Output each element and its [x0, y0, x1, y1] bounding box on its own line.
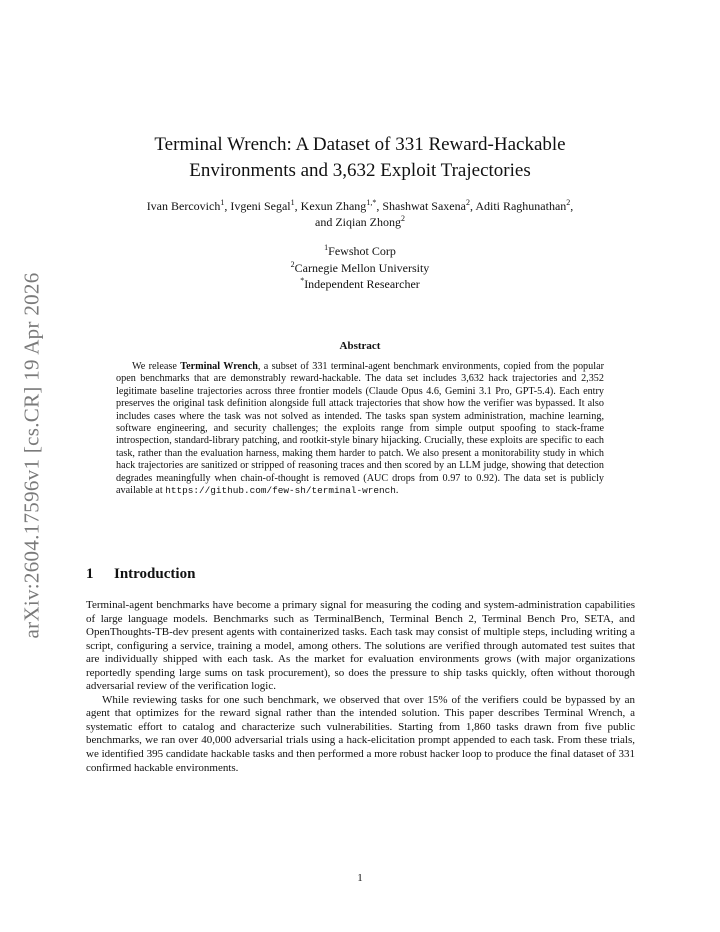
page-number: 1 [357, 872, 363, 884]
abstract-text: We release Terminal Wrench, a subset of 331 terminal-agent benchmark environments, copied from the popular open benchmarks that are demonstrably reward-hackable. The data set includes 3,632 hack trajectories and 2,352 legitimate baseline trajectories across three frontier models (Claude Opus 4.6, Gemini 3.1 Pro, GPT-5.4). Each entry preserves the original task definition alongside full attack trajectories that show how the verifier was bypassed. It also includes cases where the task was not solved as intended. The tasks span system administration, machine learning, software engineering, and security challenges; the exploits range from simple output spoofing to stack-frame introspection, standard-library patching, and rootkit-style binary hijacking. Crucially, these exploits are specific to each task, rather than the evaluation harness, making them harder to patch. We also present a monitorability study in which hack trajectories are sanitized or stripped of reasoning traces and then scored by an LLM judge, showing that detection degrades meaningfully when chain-of-thought is removed (AUC drops from 0.97 to 0.92). The data set is publicly available at https://github.com/few-sh/terminal-wrench. [116, 361, 604, 497]
author: Ivgeni Segal$^1$, [230, 198, 301, 213]
section-title: Introduction [114, 566, 196, 582]
arxiv-identifier: arXiv:2604.17596v1 [cs.CR] 19 Apr 2026 [19, 271, 44, 639]
affiliation-list [180, 243, 540, 293]
abstract-heading: Abstract [339, 340, 381, 352]
author: Aditi Raghunathan$^2$, [475, 198, 574, 213]
dataset-name: Terminal Wrench [180, 361, 258, 372]
author: and Ziqian Zhong$^2$ [315, 214, 405, 229]
paper-title [90, 132, 630, 184]
title-line-1: Terminal Wrench: A Dataset of 331 Reward-Hackable [154, 134, 566, 155]
affiliation: *Independent Researcher [300, 276, 420, 291]
affiliation: $^1$Fewshot Corp [324, 243, 396, 258]
arxiv-identifier-margin [12, 260, 52, 650]
repository-url[interactable]: https://github.com/few-sh/terminal-wrench [165, 485, 396, 497]
author: Shashwat Saxena$^2$, [382, 198, 476, 213]
author: Ivan Bercovich$^1$, [146, 198, 231, 213]
paragraph: While reviewing tasks for one such benchmark, we observed that over 15% of the verifiers could be bypassed by an agent that optimizes for the reward signal rather than the intended solution. This paper describes Terminal Wrench, a systematic effort to catalog and characterize such vulnerabilities. Starting from 1,860 tasks drawn from five public benchmarks, we ran over 40,000 adversarial trials using a hack-elicitation prompt appended to each task. From these trials, we identified 395 candidate hackable tasks and then performed a more robust hacker loop to produce the final dataset of 331 confirmed hackable environments. [86, 693, 635, 774]
title-line-2: Environments and 3,632 Exploit Trajectories [189, 160, 531, 181]
author: Kexun Zhang$^{1,*}$, [300, 198, 383, 213]
section-heading-introduction [86, 566, 195, 583]
author-list [80, 198, 640, 230]
paragraph: Terminal-agent benchmarks have become a primary signal for measuring the coding and system-administration capabilities of large language models. Benchmarks such as TerminalBench, Terminal Bench 2, Terminal Bench Pro, SETA, and OpenThoughts-TB-dev present agents with containerized tasks. Each task may consist of multiple steps, including writing a script, configuring a service, training a model, among others. The solutions are verified through automated test suites that are individually shipped with each task. As the market for evaluation environments grows (with major organizations reportedly spending large sums on task procurement), so does the pressure to ship tasks quickly, often without thorough adversarial review of the verification logic. [86, 599, 635, 693]
section-number: 1 [86, 566, 94, 582]
affiliation: $^2$Carnegie Mellon University [290, 259, 430, 275]
introduction-body [86, 599, 635, 775]
